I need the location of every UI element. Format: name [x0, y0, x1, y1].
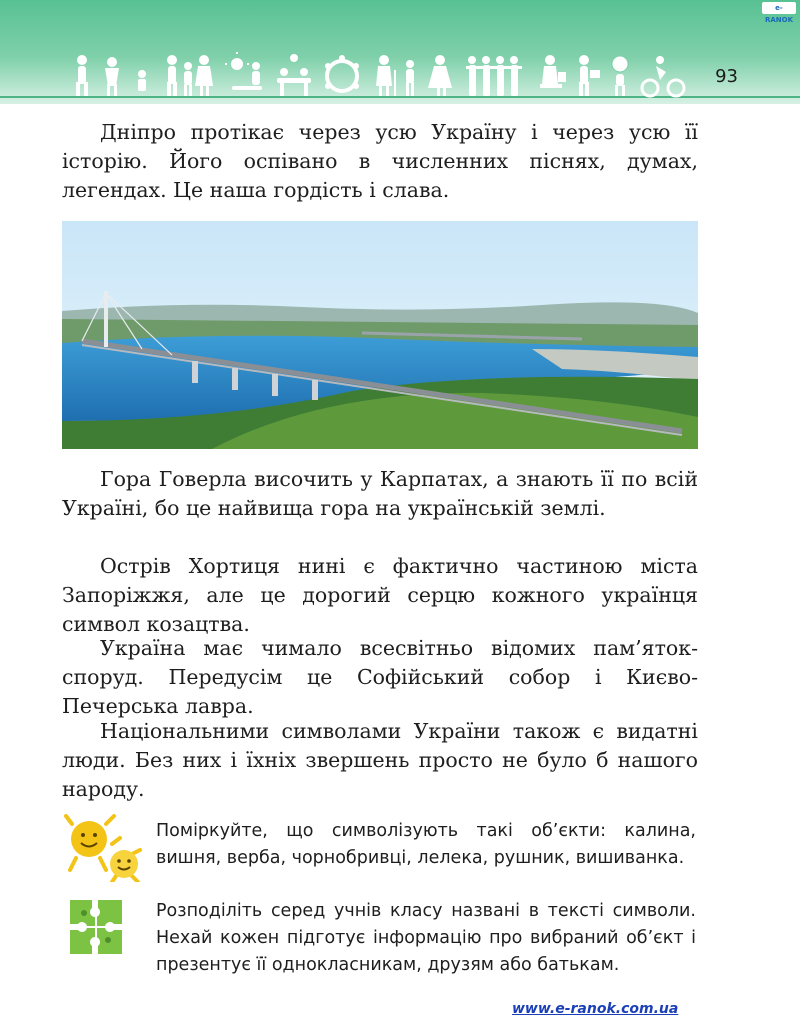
paragraph-dnipro: Дніпро протікає через усю Україну і через усю її історію. Його оспівано в численних піснях, думах, легендах. Це наша гордість і слава. [62, 120, 698, 202]
puzzle-pieces-icon [66, 896, 128, 958]
paragraph-monuments: Україна має чимало всесвітньо відомих пам’яток-споруд. Передусім це Софійський собор і Києво-Печерська лавра. [62, 636, 698, 718]
page-number: 93 [715, 66, 738, 87]
publisher-website-link[interactable]: www.e-ranok.com.ua [512, 1001, 679, 1017]
page-header [0, 0, 800, 104]
dnipro-bridge-photo [62, 221, 698, 449]
paragraph-hoverla: Гора Говерла височить у Карпатах, а знають її по всій Україні, бо це найвища гора на українській землі. [62, 467, 698, 520]
people-activity-icons [72, 52, 692, 98]
task-symbols-reflect: Поміркуйте, що символізують такі об’єкти: калина, вишня, верба, чорнобривці, лелека, рушник, вишиванка. [156, 821, 696, 868]
task-distribute-symbols: Розподіліть серед учнів класу названі в тексті символи. Нехай кожен підготує інформацію про вибраний об’єкт і презентує її однокласникам, друзям або батькам. [156, 901, 696, 975]
paragraph-people: Національними символами України також є видатні люди. Без них і їхніх звершень просто не було б нашого народу. [62, 719, 698, 801]
paragraph-khortytsia: Острів Хортиця нині є фактично частиною міста Запоріжжя, але це дорогий серцю кожного українця символ козацтва. [62, 554, 698, 636]
smiley-suns-icon [62, 814, 144, 882]
brand-logo: e-RANOK [762, 2, 796, 14]
